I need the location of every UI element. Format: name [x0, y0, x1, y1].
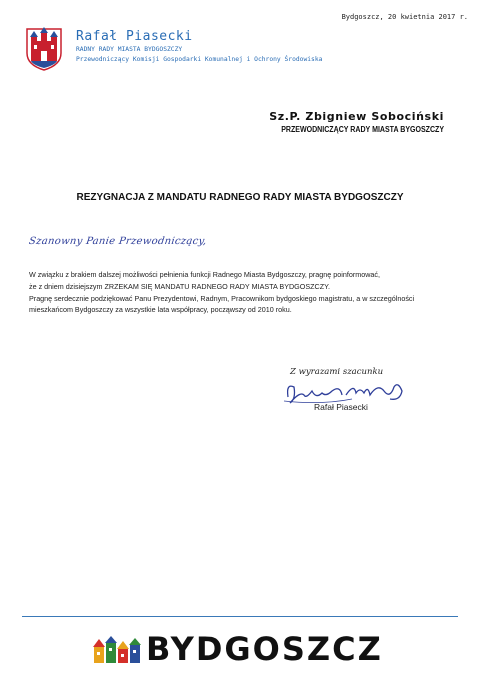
closing-phrase: Z wyrazami szacunku [290, 367, 384, 377]
body-line: że z dniem dzisiejszym ZRZEKAM SIĘ MANDATU RADNEGO RADY MIASTA BYDGOSZCZY. [29, 281, 330, 291]
signer-name: Rafał Piasecki [314, 402, 368, 412]
sender-name: Rafał Piasecki [76, 29, 193, 44]
footer-divider [22, 616, 458, 617]
addressee-title: PRZEWODNICZĄCY RADY MIASTA BYGOSZCZY [281, 125, 444, 134]
letter-body [29, 269, 459, 316]
bydgoszcz-coat-of-arms-icon [25, 27, 63, 71]
addressee-name: Sz.P. Zbigniew Sobociński [269, 110, 444, 123]
city-logo-text: BYDGOSZCZ [146, 630, 383, 668]
sender-role: RADNY RADY MIASTA BYDGOSZCZY [76, 46, 183, 53]
sender-committee: Przewodniczący Komisji Gospodarki Komunalnej i Ochrony Środowiska [76, 56, 323, 63]
letter-date: Bydgoszcz, 20 kwietnia 2017 r. [341, 13, 468, 21]
salutation: Szanowny Panie Przewodniczący, [28, 236, 208, 247]
colorful-houses-icon [92, 635, 144, 665]
body-line: W związku z brakiem dalszej możliwości pełnienia funkcji Radnego Miasta Bydgoszczy, pragnę poinformować, [29, 270, 381, 279]
body-line: Pragnę serdecznie podziękować Panu Prezydentowi, Radnym, Pracownikom bydgoskiego magistratu, a w szczególności [29, 293, 415, 303]
document-subject: REZYGNACJA Z MANDATU RADNEGO RADY MIASTA BYDGOSZCZY [76, 192, 404, 203]
body-line: mieszkańcom Bydgoszczy za wszystkie lata współpracy, począwszy od 2010 roku. [29, 305, 292, 315]
